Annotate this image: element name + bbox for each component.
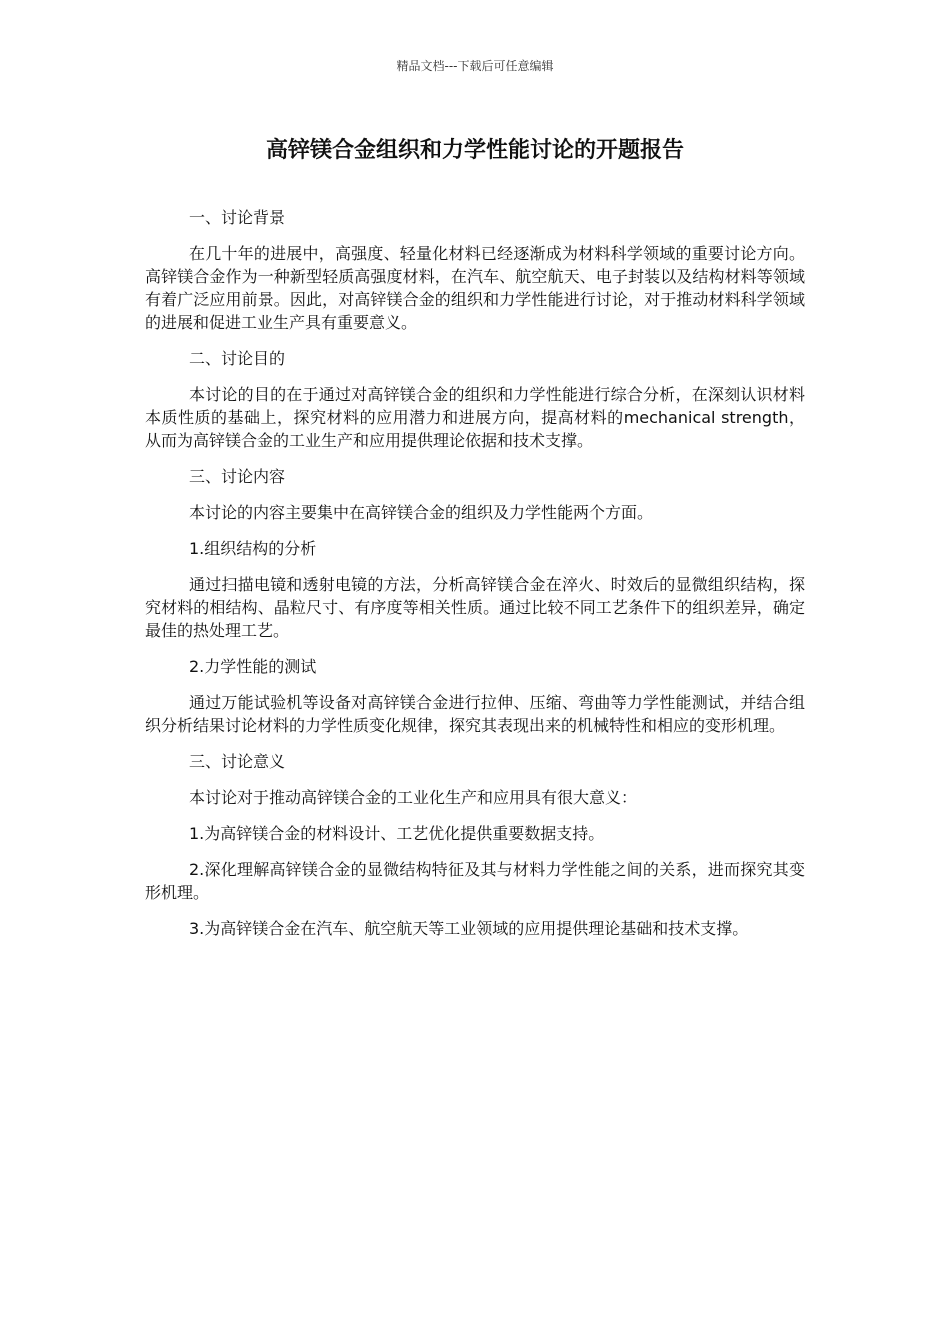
paragraph-content-intro: 本讨论的内容主要集中在高锌镁合金的组织及力学性能两个方面。 (189, 503, 654, 522)
document-body (145, 206, 805, 953)
document-title: 高锌镁合金组织和力学性能讨论的开题报告 (265, 138, 684, 163)
list-item-significance-3: 3.为高锌镁合金在汽车、航空航天等工业领域的应用提供理论基础和技术支撑。 (189, 919, 749, 938)
paragraph-mechanical-testing: 通过万能试验机等设备对高锌镁合金进行拉伸、压缩、弯曲等力学性能测试，并结合组织分析结果讨论材料的力学性质变化规律，探究其表现出来的机械特性和相应的变形机理。 (145, 693, 805, 735)
paragraph-significance-intro: 本讨论对于推动高锌镁合金的工业化生产和应用具有很大意义： (189, 788, 638, 807)
list-item-significance-1: 1.为高锌镁合金的材料设计、工艺优化提供重要数据支持。 (189, 824, 605, 843)
subheading-structure-analysis: 1.组织结构的分析 (189, 539, 317, 558)
paragraph-background: 在几十年的进展中，高强度、轻量化材料已经逐渐成为材料科学领域的重要讨论方向。高锌镁合金作为一种新型轻质高强度材料，在汽车、航空航天、电子封装以及结构材料等领域有着广泛应用前景。因此，对高锌镁合金的组织和力学性能进行讨论，对于推动材料科学领域的进展和促进工业生产具有重要意义。 (145, 244, 805, 332)
page-header: 精品文档---下载后可任意编辑 (396, 59, 554, 73)
list-item-significance-2: 2.深化理解高锌镁合金的显微结构特征及其与材料力学性能之间的关系，进而探究其变形机理。 (145, 860, 805, 902)
section-heading-content: 三、讨论内容 (189, 467, 286, 486)
section-heading-significance: 三、讨论意义 (189, 752, 286, 771)
section-heading-purpose: 二、讨论目的 (189, 349, 286, 368)
section-heading-background: 一、讨论背景 (189, 208, 286, 227)
paragraph-purpose: 本讨论的目的在于通过对高锌镁合金的组织和力学性能进行综合分析，在深刻认识材料本质性质的基础上，探究材料的应用潜力和进展方向，提高材料的mechanical strength，从而为高锌镁合金的工业生产和应用提供理论依据和技术支撑。 (145, 385, 805, 450)
subheading-mechanical-testing: 2.力学性能的测试 (189, 657, 317, 676)
paragraph-structure-analysis: 通过扫描电镜和透射电镜的方法，分析高锌镁合金在淬火、时效后的显微组织结构，探究材料的相结构、晶粒尺寸、有序度等相关性质。通过比较不同工艺条件下的组织差异，确定最佳的热处理工艺。 (145, 575, 805, 640)
